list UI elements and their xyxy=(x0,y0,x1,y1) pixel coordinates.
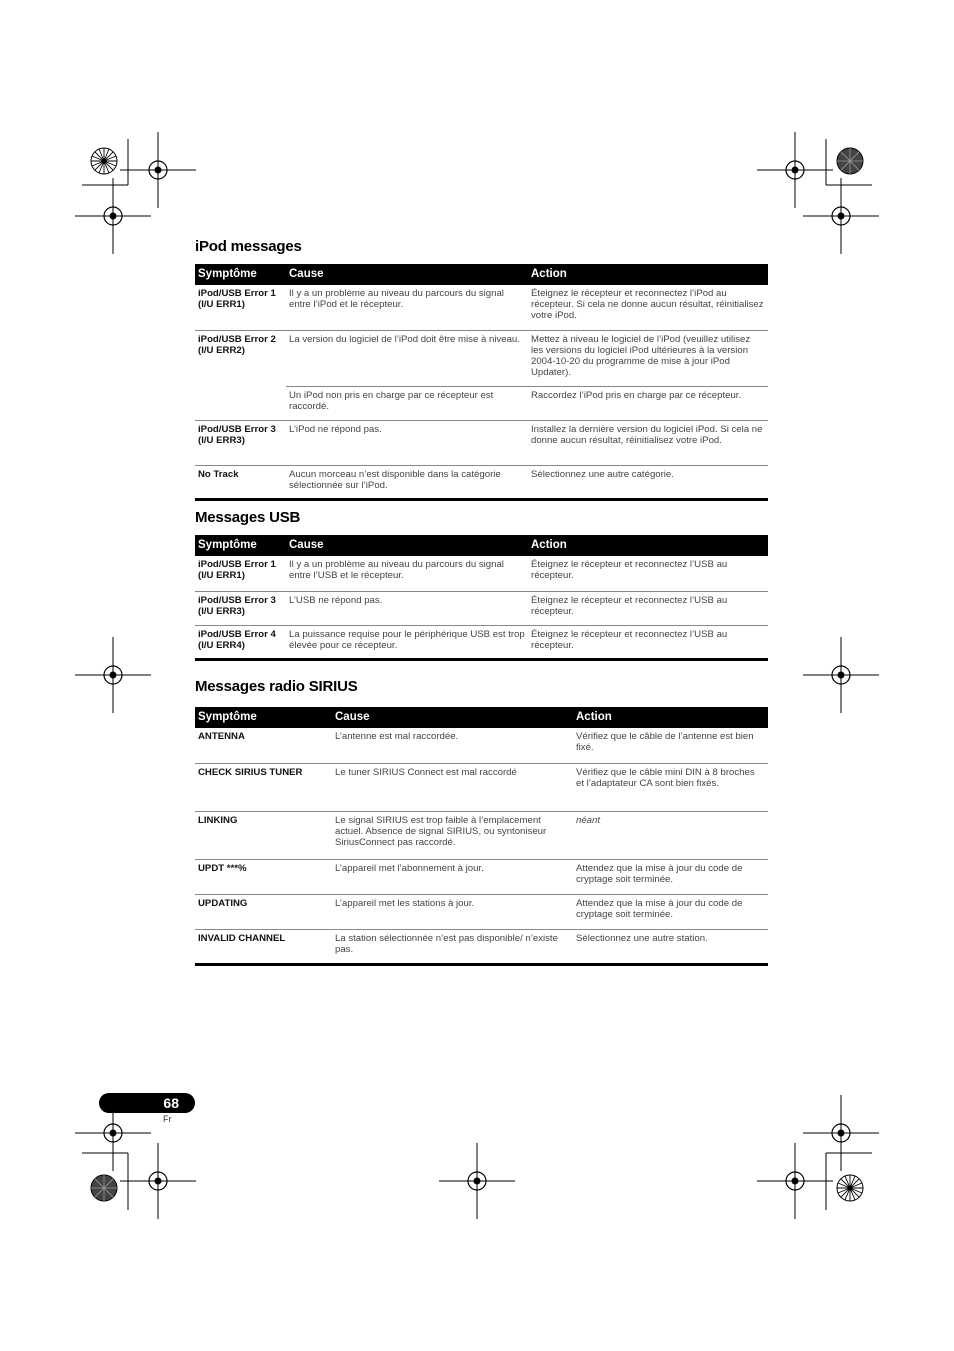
table-row xyxy=(195,556,768,591)
action-cell: Sélectionnez une autre station. xyxy=(576,932,708,944)
action-cell: Vérifiez que le câble mini DIN à 8 broches et l’adaptateur CA sont bien fixés. xyxy=(573,763,768,811)
cause-cell: La station sélectionnée n’est pas disponible/ n’existe pas. xyxy=(335,932,558,955)
page-number: 68 xyxy=(163,1095,179,1111)
section-title: iPod messages xyxy=(195,238,302,255)
symptom-cell: INVALID CHANNEL xyxy=(198,932,286,944)
side-mark-right xyxy=(803,637,879,713)
action-cell: Vérifiez que le câble de l’antenne est bien fixé. xyxy=(573,728,768,763)
corner-mark-bottom-center xyxy=(439,1143,515,1219)
table-row xyxy=(195,811,768,859)
symptom-cell: iPod/USB Error 3 (I/U ERR3) xyxy=(195,591,286,625)
column-header-action: Action xyxy=(573,707,768,728)
cause-cell: L’iPod ne répond pas. xyxy=(286,420,528,465)
section-ipod-messages xyxy=(195,238,768,501)
table-row xyxy=(195,285,768,330)
sirius-messages-table xyxy=(195,707,768,963)
table-row xyxy=(195,625,768,658)
section-messages-usb xyxy=(195,509,768,661)
column-header-cause: Cause xyxy=(332,707,573,728)
symptom-cell: UPDT ***% xyxy=(195,859,332,894)
column-header-cause: Cause xyxy=(286,264,528,285)
cause-cell: Un iPod non pris en charge par ce récepteur est raccordé. xyxy=(286,386,528,420)
action-cell: Mettez à niveau le logiciel de l’iPod (veuillez utilisez les versions du logiciel iPod ultérieures à la version 2004-10-20 du programme de mise à jour iPod Updater). xyxy=(528,330,768,386)
symptom-cell: LINKING xyxy=(195,811,332,859)
column-header-symptom: Symptôme xyxy=(195,264,286,285)
section-title: Messages USB xyxy=(195,509,301,526)
table-row xyxy=(195,386,768,420)
action-cell: Sélectionnez une autre catégorie. xyxy=(531,468,674,480)
corner-mark-bottom-left xyxy=(75,1095,196,1219)
action-cell: Éteignez le récepteur et reconnectez l’USB au récepteur. xyxy=(528,556,768,591)
cause-cell: L’antenne est mal raccordée. xyxy=(332,728,573,763)
symptom-cell: iPod/USB Error 1 (I/U ERR1) xyxy=(195,285,286,330)
cause-cell: L’appareil met les stations à jour. xyxy=(332,894,573,929)
ipod-messages-table xyxy=(195,264,768,498)
table-row xyxy=(195,859,768,894)
table-header-row xyxy=(195,707,768,728)
table-end-rule xyxy=(195,658,768,661)
usb-messages-table xyxy=(195,535,768,658)
cause-cell: L’USB ne répond pas. xyxy=(286,591,528,625)
column-header-action: Action xyxy=(528,535,768,556)
table-end-rule xyxy=(195,963,768,966)
column-header-cause: Cause xyxy=(286,535,528,556)
cause-cell: Aucun morceau n’est disponible dans la catégorie sélectionnée sur l’iPod. xyxy=(289,468,501,491)
symptom-cell: iPod/USB Error 2 (I/U ERR2) xyxy=(198,333,276,356)
table-header-row xyxy=(195,264,768,285)
symptom-cell: iPod/USB Error 1 (I/U ERR1) xyxy=(195,556,286,591)
symptom-cell: iPod/USB Error 3 (I/U ERR3) xyxy=(195,420,286,465)
column-header-action: Action xyxy=(528,264,768,285)
cause-cell: Le signal SIRIUS est trop faible à l’emplacement actuel. Absence de signal SIRIUS, ou syntoniseur SiriusConnect pas raccordé. xyxy=(332,811,573,859)
column-header-symptom: Symptôme xyxy=(195,707,332,728)
action-cell: Installez la dernière version du logiciel iPod. Si cela ne donne aucun résultat, réinitialisez votre iPod. xyxy=(528,420,768,465)
page-number-badge xyxy=(99,1093,195,1113)
table-header-row xyxy=(195,535,768,556)
symptom-cell: iPod/USB Error 4 (I/U ERR4) xyxy=(198,628,276,651)
cause-cell: L’appareil met l’abonnement à jour. xyxy=(332,859,573,894)
action-cell: Raccordez l’iPod pris en charge par ce récepteur. xyxy=(528,386,768,420)
cause-cell: Le tuner SIRIUS Connect est mal raccordé xyxy=(332,763,573,811)
section-messages-radio-sirius xyxy=(195,678,768,966)
table-row xyxy=(195,420,768,465)
table-row xyxy=(195,330,768,386)
cause-cell: La version du logiciel de l’iPod doit être mise à niveau. xyxy=(286,330,528,386)
table-row xyxy=(195,465,768,498)
table-row xyxy=(195,763,768,811)
side-mark-left xyxy=(75,637,151,713)
column-header-symptom: Symptôme xyxy=(195,535,286,556)
table-row xyxy=(195,591,768,625)
table-row xyxy=(195,728,768,763)
cause-cell: Il y a un problème au niveau du parcours du signal entre l’USB et le récepteur. xyxy=(286,556,528,591)
action-cell: Éteignez le récepteur et reconnectez l’USB au récepteur. xyxy=(528,591,768,625)
table-row xyxy=(195,929,768,963)
symptom-cell: UPDATING xyxy=(195,894,332,929)
corner-mark-top-right xyxy=(757,132,879,254)
action-cell: Attendez que la mise à jour du code de cryptage soit terminée. xyxy=(573,894,768,929)
corner-mark-bottom-right xyxy=(757,1095,879,1219)
symptom-cell: No Track xyxy=(198,468,239,480)
table-end-rule xyxy=(195,498,768,501)
symptom-cell xyxy=(195,386,286,420)
section-title: Messages radio SIRIUS xyxy=(195,678,358,695)
corner-mark-top-left xyxy=(75,132,196,254)
language-code: Fr xyxy=(163,1114,172,1124)
action-cell: Éteignez le récepteur et reconnectez l’USB au récepteur. xyxy=(531,628,728,651)
cause-cell: La puissance requise pour le périphérique USB est trop élevée pour ce récepteur. xyxy=(289,628,525,651)
action-cell: Attendez que la mise à jour du code de cryptage soit terminée. xyxy=(573,859,768,894)
action-cell: Éteignez le récepteur et reconnectez l’iPod au récepteur. Si cela ne donne aucun résultat, réinitialisez votre iPod. xyxy=(528,285,768,330)
cause-cell: Il y a un problème au niveau du parcours du signal entre l’iPod et le récepteur. xyxy=(286,285,528,330)
table-row xyxy=(195,894,768,929)
symptom-cell: CHECK SIRIUS TUNER xyxy=(195,763,332,811)
action-cell: néant xyxy=(573,811,768,859)
symptom-cell: ANTENNA xyxy=(195,728,332,763)
